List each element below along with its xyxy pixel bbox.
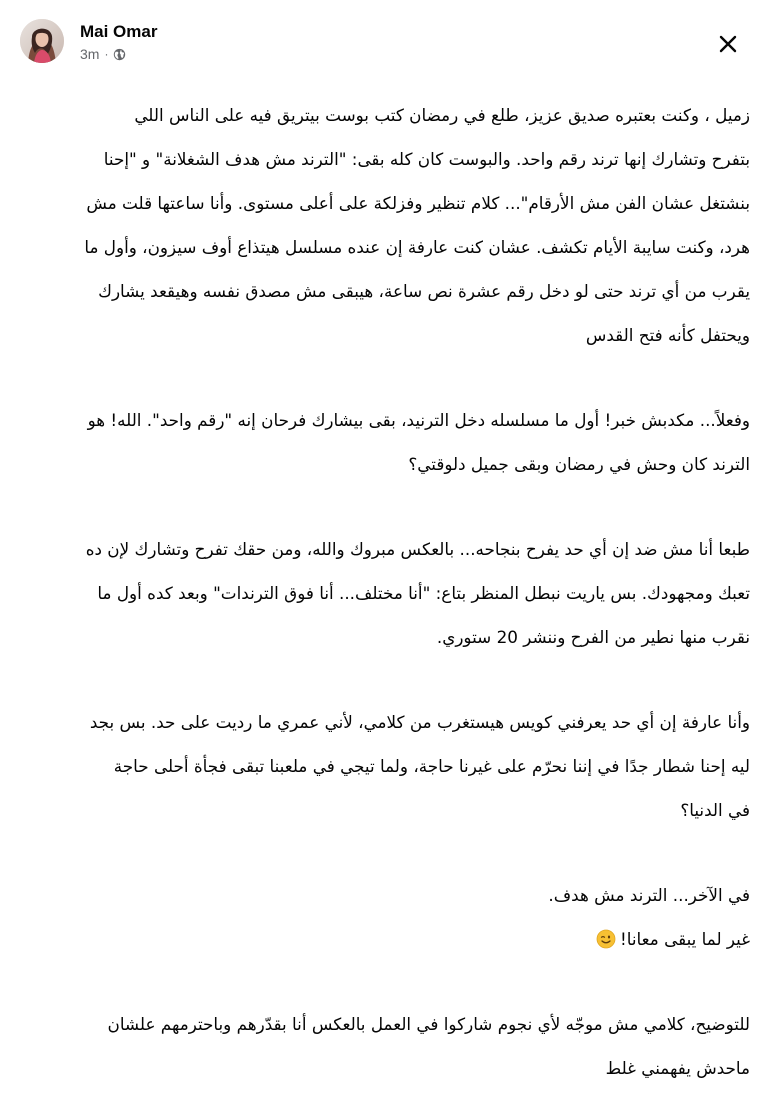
text-line: بنشتغل عشان الفن مش الأرقام"... كلام تنظير وفزلكة على أعلى مستوى. وأنا ساعتها قلت مش: [86, 193, 750, 213]
avatar-image: [20, 19, 64, 63]
text-line: في الدنيا؟: [680, 800, 750, 820]
text-line: ماحدش يفهمني غلط: [605, 1058, 750, 1078]
text-line: بتفرح وتشارك إنها ترند رقم واحد. والبوست كان كله بقى: "الترند مش هدف الشغلانة" و "إحنا: [103, 149, 750, 169]
text-line: طبعا أنا مش ضد إن أي حد يفرح بنجاحه... بالعكس مبروك والله، ومن حقك تفرح وتشارك لإن ده: [85, 539, 750, 559]
post-meta: [80, 44, 126, 64]
text-line-with-emoji: [14, 928, 750, 950]
avatar[interactable]: [20, 19, 64, 63]
post-paragraph: [14, 991, 750, 1101]
text-line: للتوضيح، كلامي مش موجّه لأي نجوم شاركوا في العمل بالعكس أنا بقدّرهم وباحترمهم علشان: [107, 1014, 750, 1034]
author-name[interactable]: Mai Omar: [80, 22, 158, 41]
post-header: [0, 0, 768, 78]
post-paragraph: [14, 689, 750, 843]
post-time[interactable]: 3m: [80, 46, 100, 62]
post-paragraph: [14, 387, 750, 497]
text-line: نقرب منها نطير من الفرح وننشر 20 ستوري.: [436, 627, 750, 647]
text-line: زميل ، وكنت بعتبره صديق عزيز، طلع في رمضان كتب بوست بيتريق فيه على الناس اللي: [134, 105, 750, 125]
text-line: يقرب من أي ترند حتى لو دخل رقم عشرة نص ساعة، هيبقى مش مصدق نفسه وهيقعد يشارك: [98, 281, 750, 301]
text-line: هرد، وكنت سايبة الأيام تكشف. عشان كنت عارفة إن عنده مسلسل هيتذاع أوف سيزون، وأول ما: [84, 237, 750, 257]
text-line: وأنا عارفة إن أي حد يعرفني كويس هيستغرب من كلامي، لأني عمري ما رديت على حد. بس بجد: [89, 712, 750, 732]
post-paragraph: [14, 516, 750, 670]
post-paragraph: [14, 82, 750, 368]
globe-icon[interactable]: [113, 48, 126, 61]
text-line: ويحتفل كأنه فتح القدس: [585, 325, 750, 345]
text-line: الترند كان وحش في رمضان وبقى جميل دلوقتي؟: [408, 454, 750, 474]
text-line: غير لما يبقى معانا!: [620, 929, 750, 949]
text-line: تعبك ومجهودك. بس ياريت نبطل المنظر بتاع: "أنا مختلف... أنا فوق الترندات" وبعد كده أول ما: [97, 583, 750, 603]
meta-separator: ·: [104, 47, 109, 61]
close-button[interactable]: [708, 24, 748, 64]
text-line: ليه إحنا شطار جدًا في إننا نحرّم على غيرنا حاجة، ولما تيجي في ملعبنا تبقى فجأة أحلى حاجة: [113, 756, 750, 776]
close-icon: [717, 33, 739, 55]
post-paragraph: [14, 862, 750, 972]
winking-face-icon: [596, 929, 616, 949]
post-body: [14, 82, 750, 1101]
text-line: في الآخر... الترند مش هدف.: [548, 885, 750, 905]
text-line: وفعلاً... مكدبش خبر! أول ما مسلسله دخل الترنيد، بقى بيشارك فرحان إنه "رقم واحد". الله! هو: [87, 410, 750, 430]
